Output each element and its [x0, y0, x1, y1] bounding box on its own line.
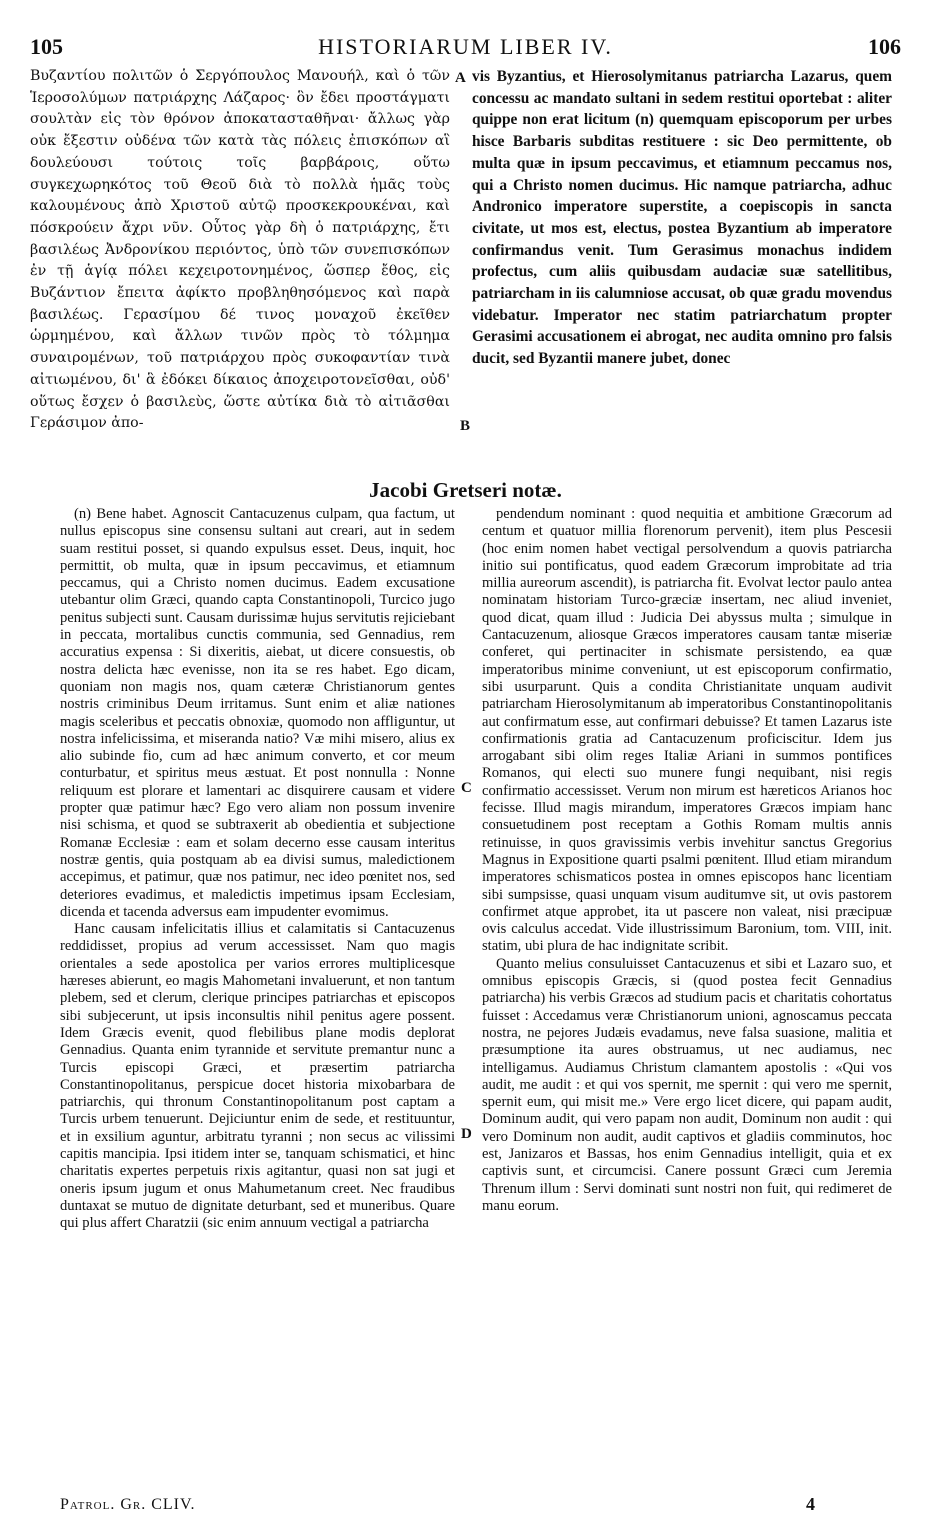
margin-letter-d: D	[461, 1126, 472, 1142]
notes-left-column	[60, 506, 455, 1468]
running-title: HISTORIARUM LIBER IV.	[318, 34, 613, 59]
footer-series: Patrol. Gr. CLIV.	[60, 1496, 196, 1513]
note-paragraph: Quanto melius consuluisset Cantacuzenus et sibi et Lazaro suo, et omnibus episcopis Græcis, si (quod postea fecit Gennadius patriarcha) his verbis Græcos ad studium pacis et charitatis cohortatus fuisset : Accedamus veræ Christianorum unioni, agnoscamus peccata nostra, ne pejores Judæis evadamus, neve falsa suasione, malitia et præsumptione ita aures obstruamus, ut nec audiamus, nec intelligamus. Audiamus Christum clamantem apostolis : «Qui vos audit, me audit : et qui vos spernit, me spernit : qui vero me spernit, spernit eum, qui misit me.» Vere ergo licet dicere, qui papam audit, Dominum audit, qui vero papam non audit, Dominum non audit : qui vero Dominum non audit, audit captivos et gladiis comminutos, hoc est, Janizaros et Bassas, hos enim Gennadius intelligit, quia et ex captivis sunt, et circumcisi. Canere possunt Græci cum Jeremia Threnum illum : Servi dominati sunt nostri non fuit, qui redimeret de manu eorum.	[482, 955, 892, 1214]
note-paragraph: Hanc causam infelicitatis illius et calamitatis si Cantacuzenus reddidisset, propius ad verum accessisset. Nam quo magis orientales a sede apostolica per varios errores multiplicesque hæreses abierunt, eo magis Mahometani invaluerunt, et non tantum plebem, sed et clerum, clerique principes patriarchas et episcopos sibi subjecerunt, ut ipsis inconsultis nihil penitus agere possent. Idem Græcis evenit, quod flebilibus plane modis deplorat Gennadius. Quanta enim tyrannide et servitute premantur nunc a Turcis episcopi Græci, et præsertim patriarcha Constantinopolitanus, perspicue docet historia mixobarbara de patriarchis, qui thronum Constantinopolitanum post captam a Turcis urbem tenuerunt. Dejiciuntur enim de sede, et restituuntur, et in exsilium aguntur, arbitratu tyranni ; non secus ac vilissimi capitis mancipia. Ipsi itidem inter se, tanquam schismatici, et hinc charitatis expertes perpetuis rixis agitantur, quasi non sat jugi et oneris ipsum jugum et onus Mahumetanum creet. Nec fraudibus duntaxat se mutuo de dignitate deturbant, sed et muneribus. Quare qui plus affert Charatzii (sic enim annuum vectigal a patriarcha	[60, 921, 455, 1232]
note-paragraph: (n) Bene habet. Agnoscit Cantacuzenus culpam, qua factum, ut nullus episcopus sine consensu sultani aut creari, aut in sedem suam restitui posset, si quando expulsus esset. Deus, inquit, hoc permittit, ob multa, quæ in ipsum peccavimus, et etiamnum peccamus, qui a Christo nomen ducimus. Eadem excusatione utebantur olim Græci, quando capta Constantinopoli, Turcico jugo penitus subjecti sunt. Causam durissimæ hujus servitutis rejiciebant in peccata, mortalibus cunctis communia, sed Gennadius, rem accuratius expensa : Si dixeritis, aiebat, ut dicere consuestis, ob nostra delicta hæc evenisse, non ita se res habet. Ego dicam, quoniam non magis nos, quam cæteræ Christianorum gentes nostris criminibus Deum irritamus. Sunt enim et aliæ nationes magis sceleribus et peccatis obnoxiæ, quomodo non affliguntur, ut nostra infelicissima, et miseranda natio? Væ mihi misero, alius ex alio subinde fio, cum ad hæc animum converto, et cor meum conturbatur, et spiritus meus æstuat. Et post nonnulla : Nonne reliquum est plorare et lamentari ac disquirere causam et videre propter quæ patimur hæc? Ego vero aliam non possum invenire nisi schisma, et quod se subtraxerit ab obedientia et subjectione Romanæ Ecclesiæ : eam et solam decerno esse causam interitus nostræ gentis, quia postquam ab ea divisi sumus, maledictionem accepimus, et patimur, quæ nos patimur, nec ideo pœnitet nos, sed deteriores evadimus, et maledictis impetimus ipsam Ecclesiam, dicenda et tacenda adversus eam impudenter evomimus.	[60, 506, 455, 920]
notes-right-column	[482, 506, 892, 1468]
margin-letter-b: B	[460, 418, 471, 434]
page-number-left: 105	[30, 34, 63, 59]
notes-heading: Jacobi Gretseri notæ.	[369, 478, 562, 502]
latin-column	[472, 66, 892, 470]
margin-letter-c: C	[461, 780, 472, 796]
signature-mark: 4	[806, 1494, 815, 1514]
running-head	[30, 34, 901, 62]
page-number-right: 106	[868, 34, 901, 59]
latin-text: vis Byzantius, et Hierosolymitanus patriarcha Lazarus, quem concessu ac mandato sultani in sedem restitui oportebat : aliter quippe non erat licitum (n) quemquam episcoporum per urbes hisce Barbaris subditas restituere : sic Deo permittente, ob multa quæ in ipsum peccavimus, et etiamnum peccamus nos, qui a Christo nomen ducimus. Hic namque patriarcha, adhuc Andronico imperatore superstite, a coepiscopis in sancta civitate, ut mos est, electus, postea Byzantium ab imperatore confirmandus venit. Tum Gerasimus monachus indidem profectus, cum aliis quibusdam audaciæ suæ satellitibus, patriarcham in iis calumniose accusat, ob quæ gradu movendus videbatur. Imperator nec statim patriarchatum propter Gerasimi accusationem ei abrogat, nec audita omnino pro falsis ducit, sed Byzantii manere jubet, donec	[472, 68, 892, 368]
note-paragraph: pendendum nominant : quod nequitia et ambitione Græcorum ad centum et quatuor millia florenorum pervenit), item plus Pescesii (hoc enim nomen habet vectigal persolvendum a quovis patriarcha initio sui pontificatus, quod eadem Græcorum improbitate ad tria millia aureorum ascendit), is patriarcha fit. Evolvat lector paulo antea nominatam historiam Turco-græciæ insertam, nec aliud inveniet, quod dicat, quam illud : Judicia Dei abyssus multa ; simulque in Cantacuzenum, aliosque Græcos imperatores causam tantæ miseriæ conferet, qui pertinaciter in schismate persistendo, ea quæ imperatoribus minime conveniunt, ut est episcoporum confirmatio, sibi usurparunt. Quis a condita Christianitate unquam audivit patriarcham Hierosolymitanum ab imperatoribus Constantinopolitanis aut confirmatum esse, aut confirmari debuisse? Et tamen Lazarus iste confirmationis gratia ad Cantacuzenum proficiscitur. Idem jus arrogabant sibi olim reges Italiæ Ariani in summos pontifices Romanos, qui electi suo munere fungi nequibant, nisi regis confirmatio accessisset. Verum non mirum est hæreticos Arianos hoc fecisse. Illud magis mirandum, imperatores Græcos impiam hanc consuetudinem post receptam a Gothis Romam multis annis retinuisse, in quos gravissimis verbis invehitur sanctus Gregorius Magnus in Expositione quarti psalmi pœnitent. Illud etiam mirandum imperatores schismaticos postea in omnes episcopos hanc licentiam sibi sumpsisse, quasi unquam visum auditumve sit, ut ovis pastorem confirmet atque approbet, ita ut pascere non valeat, nisi præcipuæ ovis calculus accedat. Vide illustrissimum Baronium, tom. VIII, init. statim, ubi plura de hac indignitate scribit.	[482, 506, 892, 955]
greek-column	[30, 66, 450, 470]
margin-letter-a: A	[455, 70, 466, 86]
greek-text: Βυζαντίου πολιτῶν ὁ Σεργόπουλος Μανουήλ, καὶ ὁ τῶν Ἱεροσολύμων πατριάρχης Λάζαρος· ὃν ἔδει προστάγματι σουλτὰν εἰς τὸν θρόνον ἀποκατασταθῆναι· ἄλλως γὰρ οὐκ ἔξεστιν οὐδένα τῶν κατὰ τὰς πόλεις ἐπισκόπων αἳ δουλεύουσι τούτοις τοῖς βαρβάροις, οὕτω συγκεχωρηκότος τοῦ Θεοῦ διὰ τὸ πολλὰ ἡμᾶς τοὺς καλουμένους ἀπὸ Χριστοῦ αὐτῷ προσκεκρουκέναι, καὶ πόσκρούειν ἄχρι νῦν. Οὗτος γὰρ δὴ ὁ πατριάρχης, ἔτι βασιλέως Ἀνδρονίκου περιόντος, ὑπὸ τῶν συνεπισκόπων ἐν τῇ ἁγίᾳ πόλει κεχειροτονημένος, ὥσπερ ἔθος, εἰς Βυζάντιον ἔπειτα ἀφίκτο προβληθησόμενος καὶ παρὰ βασιλέως. Γερασίμου δέ τινος μοναχοῦ ἐκεῖθεν ὡρμημένου, καὶ ἄλλων τινῶν πρὸς τὸ τόλμημα συναιρομένων, τοῦ πατριάρχου πρὸς συκοφαντίαν τινὰ αἰτιωμένου, δι' ἃ ἐδόκει δίκαιος ἀποχειροτονεῖσθαι, οὐδ' οὕτως ἔσχεν ὁ βασιλεὺς, ὥστε αὐτίκα διὰ τὸ αἰτιᾶσθαι Γεράσιμον ἀπο-	[30, 68, 450, 432]
